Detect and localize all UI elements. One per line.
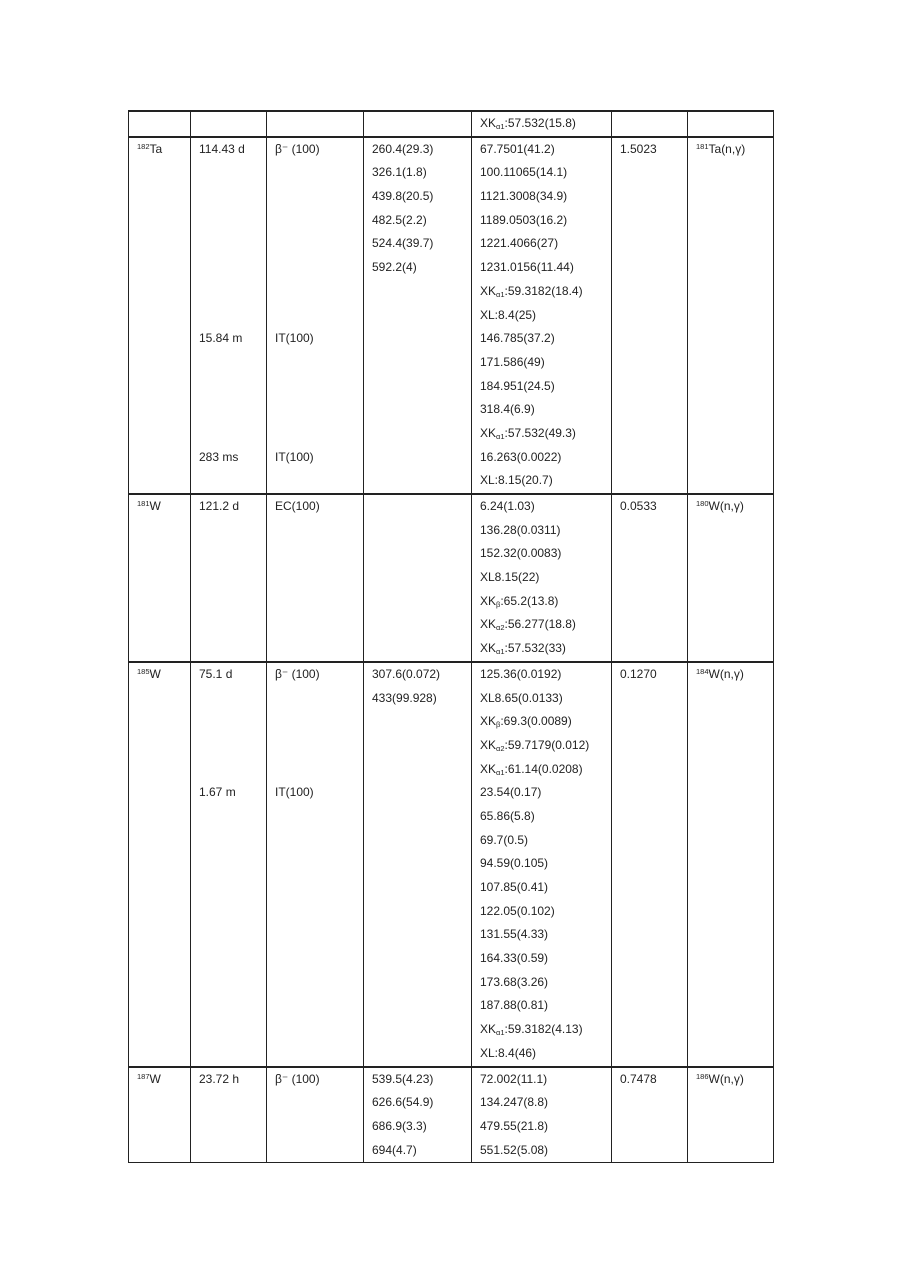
xray-prefix: XK	[480, 593, 497, 608]
production-reaction-line	[696, 663, 773, 687]
cell-half-life	[191, 137, 267, 494]
cell-decay-mode	[267, 662, 364, 1067]
line-value: :56.277(18.8)	[504, 617, 576, 632]
production-reaction-line	[696, 1068, 773, 1092]
gamma-energy-line: XL:8.4(46)	[480, 1045, 537, 1060]
cell-gamma-energy	[472, 111, 612, 137]
half-life-line: 121.2 d	[199, 499, 240, 513]
decay-mode-line: β⁻ (100)	[275, 1071, 320, 1086]
beta-energy-line: 694(4.7)	[372, 1142, 417, 1157]
xray-line-subscript: α1	[496, 647, 505, 657]
cell-beta-energy	[364, 137, 472, 494]
decay-mode-line	[275, 185, 363, 209]
half-life-line	[199, 687, 266, 711]
gamma-energy-line: XL8.65(0.0133)	[480, 690, 563, 705]
cell-cross-section	[612, 111, 688, 137]
decay-mode-line	[275, 351, 363, 375]
gamma-energy-line: 69.7(0.5)	[480, 832, 529, 847]
mass-number: 181	[137, 499, 150, 508]
gamma-energy-line	[480, 422, 611, 446]
beta-energy-line: 686.9(3.3)	[372, 1118, 427, 1133]
gamma-energy-line	[480, 280, 611, 304]
cell-nuclide	[129, 494, 191, 662]
gamma-energy-line: 187.88(0.81)	[480, 998, 549, 1013]
xray-line-subscript: α2	[496, 743, 505, 753]
gamma-energy-line: 1221.4066(27)	[480, 236, 559, 251]
beta-energy-line: 524.4(39.7)	[372, 236, 434, 251]
cell-nuclide	[129, 137, 191, 494]
xray-line-subscript: β	[496, 599, 501, 609]
gamma-energy-line: 1231.0156(11.44)	[480, 260, 574, 275]
half-life-line	[199, 710, 266, 734]
nuclide-decay-table	[128, 110, 774, 1163]
beta-energy-line: 439.8(20.5)	[372, 189, 434, 204]
beta-energy-line: 433(99.928)	[372, 690, 437, 705]
decay-mode-line: EC(100)	[275, 499, 320, 513]
line-value: :59.7179(0.012)	[504, 737, 590, 752]
xray-prefix: XK	[480, 1022, 497, 1037]
beta-energy-line: 326.1(1.8)	[372, 165, 427, 180]
cell-gamma-energy	[472, 662, 612, 1067]
beta-energy-line: 592.2(4)	[372, 260, 417, 275]
gamma-energy-line: 107.85(0.41)	[480, 880, 549, 894]
decay-mode-line: IT(100)	[275, 331, 314, 346]
gamma-energy-line: 122.05(0.102)	[480, 903, 555, 918]
line-value: :57.532(33)	[504, 641, 566, 656]
mass-number: 186	[696, 1071, 709, 1081]
decay-mode-line	[275, 112, 363, 136]
half-life-line	[199, 304, 266, 328]
line-value: Ta(n,γ)	[708, 141, 746, 156]
half-life-line: 23.72 h	[199, 1071, 240, 1086]
decay-mode-line	[275, 256, 363, 280]
half-life-line: 75.1 d	[199, 666, 233, 681]
production-reaction-line	[696, 112, 773, 136]
line-value: :65.2(13.8)	[500, 593, 559, 608]
xray-prefix: XK	[480, 641, 497, 656]
mass-number: 180	[696, 499, 709, 508]
cell-beta-energy	[364, 494, 472, 662]
cell-cross-section	[612, 662, 688, 1067]
line-value: W	[149, 499, 161, 513]
gamma-energy-line: 94.59(0.105)	[480, 856, 549, 871]
xray-line-subscript: α1	[496, 431, 505, 441]
cell-gamma-energy	[472, 1067, 612, 1163]
gamma-energy-line: 1121.3008(34.9)	[480, 189, 568, 204]
xray-prefix: XK	[480, 116, 497, 130]
gamma-energy-line	[480, 613, 611, 637]
line-value: W(n,γ)	[708, 666, 744, 681]
line-value: W	[149, 1071, 161, 1086]
gamma-energy-line: 134.247(8.8)	[480, 1095, 549, 1110]
cell-nuclide	[129, 1067, 191, 1163]
line-value: W	[149, 666, 161, 681]
half-life-line	[199, 351, 266, 375]
decay-mode-line	[275, 758, 363, 782]
cell-decay-mode	[267, 111, 364, 137]
nuclide-line	[137, 112, 190, 136]
cell-gamma-energy	[472, 494, 612, 662]
line-value: W(n,γ)	[708, 1071, 744, 1086]
cell-production-reaction	[688, 111, 774, 137]
decay-mode-line	[275, 398, 363, 422]
cell-beta-energy	[364, 1067, 472, 1163]
decay-mode-line	[275, 304, 363, 328]
gamma-energy-line	[480, 758, 611, 782]
beta-energy-line	[372, 495, 471, 519]
gamma-energy-line: 100.11065(14.1)	[480, 165, 568, 180]
gamma-energy-line: 23.54(0.17)	[480, 785, 542, 800]
gamma-energy-line: 551.52(5.08)	[480, 1142, 549, 1157]
beta-energy-line	[372, 112, 471, 136]
cross-section-line: 0.0533	[620, 499, 657, 513]
beta-energy-line: 307.6(0.072)	[372, 666, 441, 681]
half-life-line: 283 ms	[199, 449, 239, 464]
cell-gamma-energy	[472, 137, 612, 494]
table-row	[129, 1067, 774, 1163]
mass-number: 182	[137, 141, 150, 151]
decay-mode-line: IT(100)	[275, 785, 314, 800]
decay-mode-line: IT(100)	[275, 449, 314, 464]
nuclide-line	[137, 663, 190, 687]
line-value: Ta	[149, 141, 163, 156]
decay-mode-line	[275, 710, 363, 734]
gamma-energy-line: 152.32(0.0083)	[480, 546, 562, 561]
mass-number: 184	[696, 666, 709, 676]
cell-nuclide	[129, 662, 191, 1067]
xray-line-subscript: α1	[496, 289, 505, 299]
decay-mode-line	[275, 161, 363, 185]
mass-number: 185	[137, 666, 150, 676]
decay-mode-line	[275, 232, 363, 256]
gamma-energy-line: 1189.0503(16.2)	[480, 212, 568, 227]
xray-line-subscript: α2	[496, 623, 505, 633]
xray-line-subscript: α1	[496, 122, 505, 131]
xray-prefix: XK	[480, 617, 497, 632]
xray-prefix: XK	[480, 714, 497, 729]
gamma-energy-line	[480, 112, 611, 136]
gamma-energy-line: 136.28(0.0311)	[480, 522, 561, 537]
line-value: :59.3182(4.13)	[504, 1022, 583, 1037]
table-row	[129, 662, 774, 1067]
decay-mode-line	[275, 734, 363, 758]
half-life-line	[199, 232, 266, 256]
cross-section-line: 0.1270	[620, 666, 657, 681]
xray-line-subscript: α1	[496, 767, 505, 777]
gamma-energy-line: 171.586(49)	[480, 354, 545, 369]
decay-mode-line: β⁻ (100)	[275, 141, 320, 156]
production-reaction-line	[696, 138, 773, 162]
gamma-energy-line: 184.951(24.5)	[480, 378, 555, 393]
gamma-energy-line: 164.33(0.59)	[480, 951, 549, 966]
nuclide-line	[137, 495, 190, 519]
xray-prefix: XK	[480, 737, 497, 752]
cell-half-life	[191, 494, 267, 662]
line-value: :59.3182(18.4)	[504, 283, 583, 298]
gamma-energy-line: XL:8.15(20.7)	[480, 473, 553, 488]
decay-mode-line	[275, 375, 363, 399]
mass-number: 187	[137, 1071, 150, 1081]
cell-half-life	[191, 1067, 267, 1163]
beta-energy-line: 539.5(4.23)	[372, 1071, 434, 1086]
line-value: W(n,γ)	[708, 499, 744, 513]
cell-decay-mode	[267, 494, 364, 662]
gamma-energy-line	[480, 590, 611, 614]
cross-section-line	[620, 112, 687, 136]
gamma-energy-line: 125.36(0.0192)	[480, 666, 562, 681]
half-life-line	[199, 280, 266, 304]
gamma-energy-line: XL:8.4(25)	[480, 307, 537, 322]
decay-mode-line	[275, 209, 363, 233]
gamma-energy-line: 146.785(37.2)	[480, 331, 555, 346]
half-life-line	[199, 422, 266, 446]
half-life-line	[199, 256, 266, 280]
table-row	[129, 494, 774, 662]
cell-beta-energy	[364, 111, 472, 137]
half-life-line: 15.84 m	[199, 331, 243, 346]
half-life-line	[199, 734, 266, 758]
nuclide-line	[137, 138, 190, 162]
cell-production-reaction	[688, 1067, 774, 1163]
gamma-energy-line: 67.7501(41.2)	[480, 141, 555, 156]
cell-nuclide	[129, 111, 191, 137]
half-life-line	[199, 209, 266, 233]
gamma-energy-line: 6.24(1.03)	[480, 499, 535, 513]
cell-cross-section	[612, 137, 688, 494]
half-life-line	[199, 112, 266, 136]
gamma-energy-line: 65.86(5.8)	[480, 808, 535, 823]
decay-mode-line	[275, 687, 363, 711]
beta-energy-line: 626.6(54.9)	[372, 1095, 434, 1110]
gamma-energy-line	[480, 710, 611, 734]
xray-prefix: XK	[480, 761, 497, 776]
cell-half-life	[191, 662, 267, 1067]
gamma-energy-line: 16.263(0.0022)	[480, 449, 562, 464]
half-life-line	[199, 758, 266, 782]
mass-number: 181	[696, 141, 709, 151]
line-value: :69.3(0.0089)	[500, 714, 572, 729]
line-value: :61.14(0.0208)	[504, 761, 583, 776]
half-life-line: 114.43 d	[199, 141, 245, 156]
cell-production-reaction	[688, 137, 774, 494]
gamma-energy-line: 131.55(4.33)	[480, 927, 549, 942]
half-life-line	[199, 161, 266, 185]
half-life-line	[199, 185, 266, 209]
gamma-energy-line: 318.4(6.9)	[480, 402, 535, 417]
gamma-energy-line: XL8.15(22)	[480, 570, 540, 585]
table-row	[129, 137, 774, 494]
gamma-energy-line	[480, 1018, 611, 1042]
line-value: :57.532(15.8)	[504, 116, 576, 130]
cross-section-line: 1.5023	[620, 141, 657, 156]
line-value: :57.532(49.3)	[504, 425, 576, 440]
cell-half-life	[191, 111, 267, 137]
cell-decay-mode	[267, 137, 364, 494]
cell-beta-energy	[364, 662, 472, 1067]
half-life-line: 1.67 m	[199, 785, 236, 800]
gamma-energy-line: 479.55(21.8)	[480, 1118, 549, 1133]
gamma-energy-line	[480, 734, 611, 758]
xray-line-subscript: α1	[496, 1028, 505, 1038]
production-reaction-line	[696, 495, 773, 519]
nuclide-line	[137, 1068, 190, 1092]
cross-section-line: 0.7478	[620, 1071, 657, 1086]
cell-cross-section	[612, 1067, 688, 1163]
xray-prefix: XK	[480, 283, 497, 298]
half-life-line	[199, 375, 266, 399]
decay-mode-line	[275, 422, 363, 446]
cell-cross-section	[612, 494, 688, 662]
beta-energy-line: 482.5(2.2)	[372, 212, 427, 227]
gamma-energy-line: 173.68(3.26)	[480, 974, 549, 989]
xray-prefix: XK	[480, 425, 497, 440]
cell-decay-mode	[267, 1067, 364, 1163]
cell-production-reaction	[688, 494, 774, 662]
decay-mode-line: β⁻ (100)	[275, 666, 320, 681]
half-life-line	[199, 398, 266, 422]
gamma-energy-line	[480, 637, 611, 661]
table-row-continued	[129, 111, 774, 137]
beta-energy-line: 260.4(29.3)	[372, 141, 434, 156]
xray-line-subscript: β	[496, 720, 501, 730]
decay-mode-line	[275, 280, 363, 304]
gamma-energy-line: 72.002(11.1)	[480, 1071, 548, 1086]
cell-production-reaction	[688, 662, 774, 1067]
